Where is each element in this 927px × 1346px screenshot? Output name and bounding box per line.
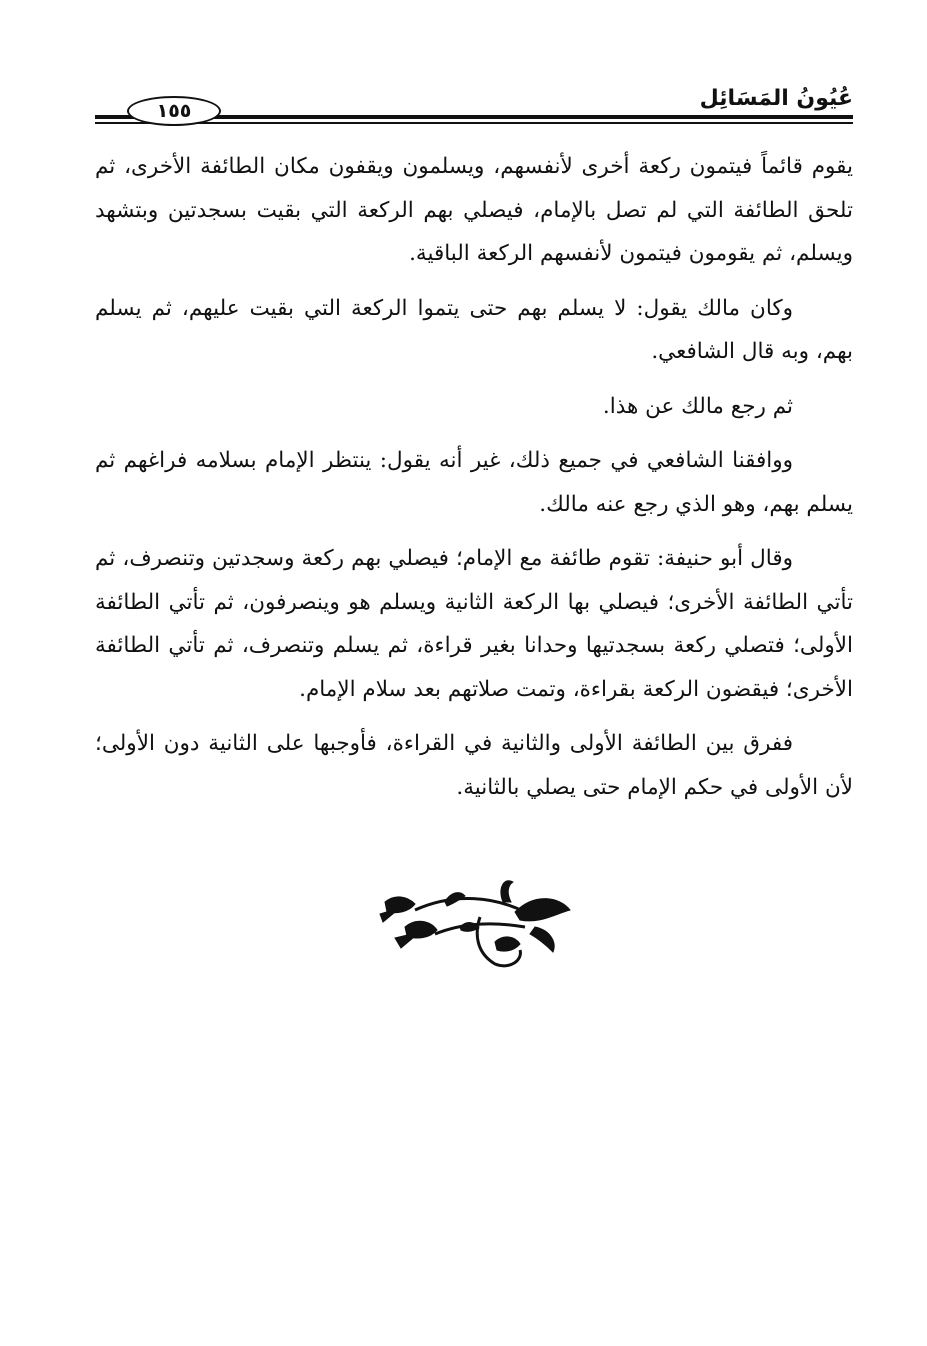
- page-number-badge: [127, 96, 221, 126]
- paragraph: ففرق بين الطائفة الأولى والثانية في القراءة، فأوجبها على الثانية دون الأولى؛ لأن الأولى في حكم الإمام حتى يصلي بالثانية.: [95, 731, 853, 800]
- paragraph: ثم رجع مالك عن هذا.: [602, 393, 793, 419]
- paragraph: ووافقنا الشافعي في جميع ذلك، غير أنه يقول: ينتظر الإمام بسلامه فراغهم ثم يسلم بهم، وهو الذي رجع عنه مالك.: [95, 448, 853, 517]
- page-number: ١٥٥: [156, 100, 192, 122]
- book-title: عُيُونُ المَسَائِل: [699, 86, 853, 111]
- floral-ornament-icon: [375, 872, 575, 972]
- header-rule-thin: [95, 122, 853, 124]
- paragraph: يقوم قائماً فيتمون ركعة أخرى لأنفسهم، ويسلمون ويقفون مكان الطائفة الأخرى، ثم تلحق الطائفة التي لم تصل بالإمام، فيصلي بهم الركعة التي بقيت بسجدتين وبتشهد ويسلم، ثم يقومون فيتمون لأنفسهم الركعة الباقية.: [95, 154, 853, 266]
- paragraph: وقال أبو حنيفة: تقوم طائفة مع الإمام؛ فيصلي بهم ركعة وسجدتين وتنصرف، ثم تأتي الطائفة الأخرى؛ فيصلي بها الركعة الثانية ويسلم هو وينصرفون، ثم تأتي الطائفة الأولى؛ فتصلي ركعة بسجدتيها وحدانا بغير قراءة، ثم يسلم وتنصرف، ثم تأتي الطائفة الأخرى؛ فيقضون الركعة بقراءة، وتمت صلاتهم بعد سلام الإمام.: [95, 546, 853, 702]
- page-header: [95, 84, 853, 132]
- page-body: [95, 145, 853, 820]
- paragraph: وكان مالك يقول: لا يسلم بهم حتى يتموا الركعة التي بقيت عليهم، ثم يسلم بهم، وبه قال الشافعي.: [95, 295, 853, 364]
